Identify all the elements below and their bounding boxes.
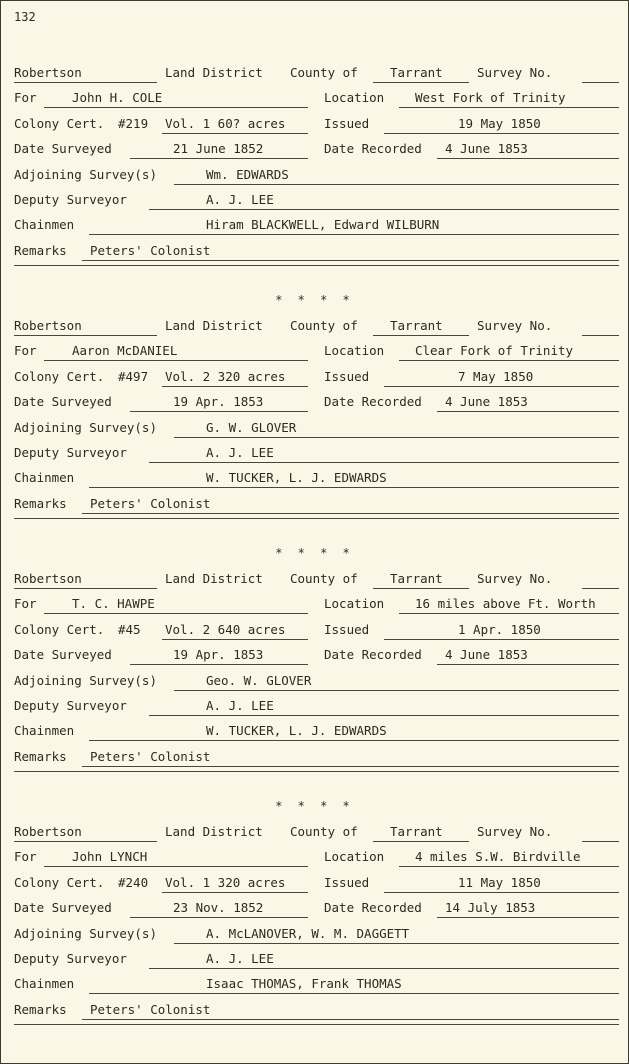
date-recorded-label: Date Recorded <box>324 900 422 916</box>
district-line <box>14 841 157 842</box>
county-value: Tarrant <box>390 318 443 333</box>
remarks-label: Remarks <box>14 495 67 511</box>
land-district-label: Land District <box>165 318 263 333</box>
cert-number: #497 <box>118 368 149 384</box>
land-district-label: Land District <box>165 65 263 80</box>
adjoining-value: Geo. W. GLOVER <box>206 672 312 688</box>
date-recorded-value: 14 July 1853 <box>445 900 536 916</box>
location-value: Clear Fork of Trinity <box>415 343 574 359</box>
grantee-name: John H. COLE <box>72 90 163 106</box>
colony-cert-label: Colony Cert. <box>14 621 105 637</box>
deputy-label: Deputy Surveyor <box>14 698 127 713</box>
location-line <box>399 866 619 867</box>
location-label: Location <box>324 596 385 612</box>
colony-cert-label: Colony Cert. <box>14 874 105 890</box>
grantee-name: Aaron McDANIEL <box>72 343 178 359</box>
remarks-label: Remarks <box>14 242 67 258</box>
survey-no-label: Survey No. <box>477 824 553 839</box>
date-surveyed-value: 23 Nov. 1852 <box>173 900 264 916</box>
issued-date: 19 May 1850 <box>458 115 541 131</box>
form-row <box>0 926 629 946</box>
form-row <box>0 951 629 971</box>
deputy-surveyor-value: A. J. LEE <box>206 445 274 460</box>
cert-volume-acres: Vol. 1 60? acres <box>165 115 286 131</box>
form-row <box>0 875 629 895</box>
for-line <box>44 866 308 867</box>
deputy-label: Deputy Surveyor <box>14 951 127 966</box>
issued-date: 7 May 1850 <box>458 368 534 384</box>
cert-volume-acres: Vol. 2 320 acres <box>165 368 286 384</box>
chainmen-label: Chainmen <box>14 976 75 992</box>
date-surveyed-value: 21 June 1852 <box>173 141 264 157</box>
deputy-label: Deputy Surveyor <box>14 192 127 207</box>
county-label: County of <box>290 65 358 80</box>
adjoining-value: Wm. EDWARDS <box>206 166 289 182</box>
deputy-surveyor-value: A. J. LEE <box>206 192 274 207</box>
survey-no-label: Survey No. <box>477 318 553 333</box>
county-label: County of <box>290 571 358 586</box>
deputy-surveyor-value-line <box>149 968 619 969</box>
date-surveyed-label: Date Surveyed <box>14 900 112 916</box>
adjoining-label: Adjoining Survey(s) <box>14 925 157 941</box>
adjoining-label: Adjoining Survey(s) <box>14 166 157 182</box>
survey-no-line <box>582 841 619 842</box>
record-separator: * * * * <box>275 799 354 813</box>
date-recorded-label: Date Recorded <box>324 141 422 157</box>
adjoining-label: Adjoining Survey(s) <box>14 419 157 435</box>
date-surveyed-value: 19 Apr. 1853 <box>173 647 264 663</box>
date-recorded-value: 4 June 1853 <box>445 647 528 663</box>
record-separator: * * * * <box>275 293 354 307</box>
for-label: For <box>14 90 37 106</box>
cert-number: #219 <box>118 115 149 131</box>
adjoining-value: G. W. GLOVER <box>206 419 297 435</box>
date-recorded-line <box>437 917 619 918</box>
remarks-value: Peters' Colonist <box>90 1001 211 1017</box>
for-label: For <box>14 343 37 359</box>
blank-ruled-line <box>14 1024 619 1025</box>
county-label: County of <box>290 824 358 839</box>
remarks-label: Remarks <box>14 748 67 764</box>
district-value: Robertson <box>14 318 82 333</box>
county-value: Tarrant <box>390 824 443 839</box>
location-label: Location <box>324 849 385 865</box>
chainmen-value: Isaac THOMAS, Frank THOMAS <box>206 976 402 992</box>
date-surveyed-value: 19 Apr. 1853 <box>173 394 264 410</box>
district-value: Robertson <box>14 824 82 839</box>
chainmen-label: Chainmen <box>14 470 75 486</box>
form-row <box>0 1002 629 1022</box>
chainmen-value: W. TUCKER, L. J. EDWARDS <box>206 470 387 486</box>
cert-volume-acres: Vol. 2 640 acres <box>165 621 286 637</box>
date-recorded-label: Date Recorded <box>324 394 422 410</box>
issued-date: 1 Apr. 1850 <box>458 621 541 637</box>
for-label: For <box>14 596 37 612</box>
cert-line <box>162 892 308 893</box>
remarks-value: Peters' Colonist <box>90 495 211 511</box>
date-recorded-label: Date Recorded <box>324 647 422 663</box>
land-district-label: Land District <box>165 571 263 586</box>
issued-label: Issued <box>324 621 370 637</box>
cert-number: #240 <box>118 874 149 890</box>
location-value: West Fork of Trinity <box>415 90 566 106</box>
issued-label: Issued <box>324 874 370 890</box>
colony-cert-label: Colony Cert. <box>14 368 105 384</box>
deputy-surveyor-value: A. J. LEE <box>206 698 274 713</box>
location-label: Location <box>324 90 385 106</box>
chainmen-label: Chainmen <box>14 217 75 233</box>
issued-line <box>384 892 619 893</box>
record-separator: * * * * <box>275 546 354 560</box>
date-surveyed-label: Date Surveyed <box>14 394 112 410</box>
survey-no-label: Survey No. <box>477 571 553 586</box>
issued-label: Issued <box>324 115 370 131</box>
county-line <box>373 841 469 842</box>
location-label: Location <box>324 343 385 359</box>
date-surveyed-label: Date Surveyed <box>14 647 112 663</box>
issued-date: 11 May 1850 <box>458 874 541 890</box>
deputy-surveyor-value: A. J. LEE <box>206 951 274 966</box>
chainmen-value: Hiram BLACKWELL, Edward WILBURN <box>206 217 440 233</box>
issued-label: Issued <box>324 368 370 384</box>
chainmen-value: W. TUCKER, L. J. EDWARDS <box>206 723 387 739</box>
adjoining-value-line <box>174 943 619 944</box>
remarks-value-line <box>82 1019 619 1020</box>
date-surveyed-line <box>130 917 308 918</box>
district-value: Robertson <box>14 571 82 586</box>
form-row <box>0 976 629 996</box>
form-row <box>0 824 629 844</box>
grantee-name: John LYNCH <box>72 849 148 865</box>
page-number: 132 <box>14 10 36 24</box>
land-district-label: Land District <box>165 824 263 839</box>
form-row <box>0 900 629 920</box>
date-recorded-value: 4 June 1853 <box>445 394 528 410</box>
location-value: 16 miles above Ft. Worth <box>415 596 596 612</box>
location-value: 4 miles S.W. Birdville <box>415 849 581 865</box>
remarks-value: Peters' Colonist <box>90 748 211 764</box>
county-label: County of <box>290 318 358 333</box>
remarks-label: Remarks <box>14 1001 67 1017</box>
grantee-name: T. C. HAWPE <box>72 596 155 612</box>
form-row <box>0 849 629 869</box>
cert-number: #45 <box>118 621 141 637</box>
date-recorded-value: 4 June 1853 <box>445 141 528 157</box>
adjoining-value: A. McLANOVER, W. M. DAGGETT <box>206 925 410 941</box>
cert-volume-acres: Vol. 1 320 acres <box>165 874 286 890</box>
remarks-value: Peters' Colonist <box>90 242 211 258</box>
date-surveyed-label: Date Surveyed <box>14 141 112 157</box>
county-value: Tarrant <box>390 571 443 586</box>
for-label: For <box>14 849 37 865</box>
district-value: Robertson <box>14 65 82 80</box>
county-value: Tarrant <box>390 65 443 80</box>
adjoining-label: Adjoining Survey(s) <box>14 672 157 688</box>
chainmen-value-line <box>89 993 619 994</box>
chainmen-label: Chainmen <box>14 723 75 739</box>
deputy-label: Deputy Surveyor <box>14 445 127 460</box>
survey-no-label: Survey No. <box>477 65 553 80</box>
colony-cert-label: Colony Cert. <box>14 115 105 131</box>
